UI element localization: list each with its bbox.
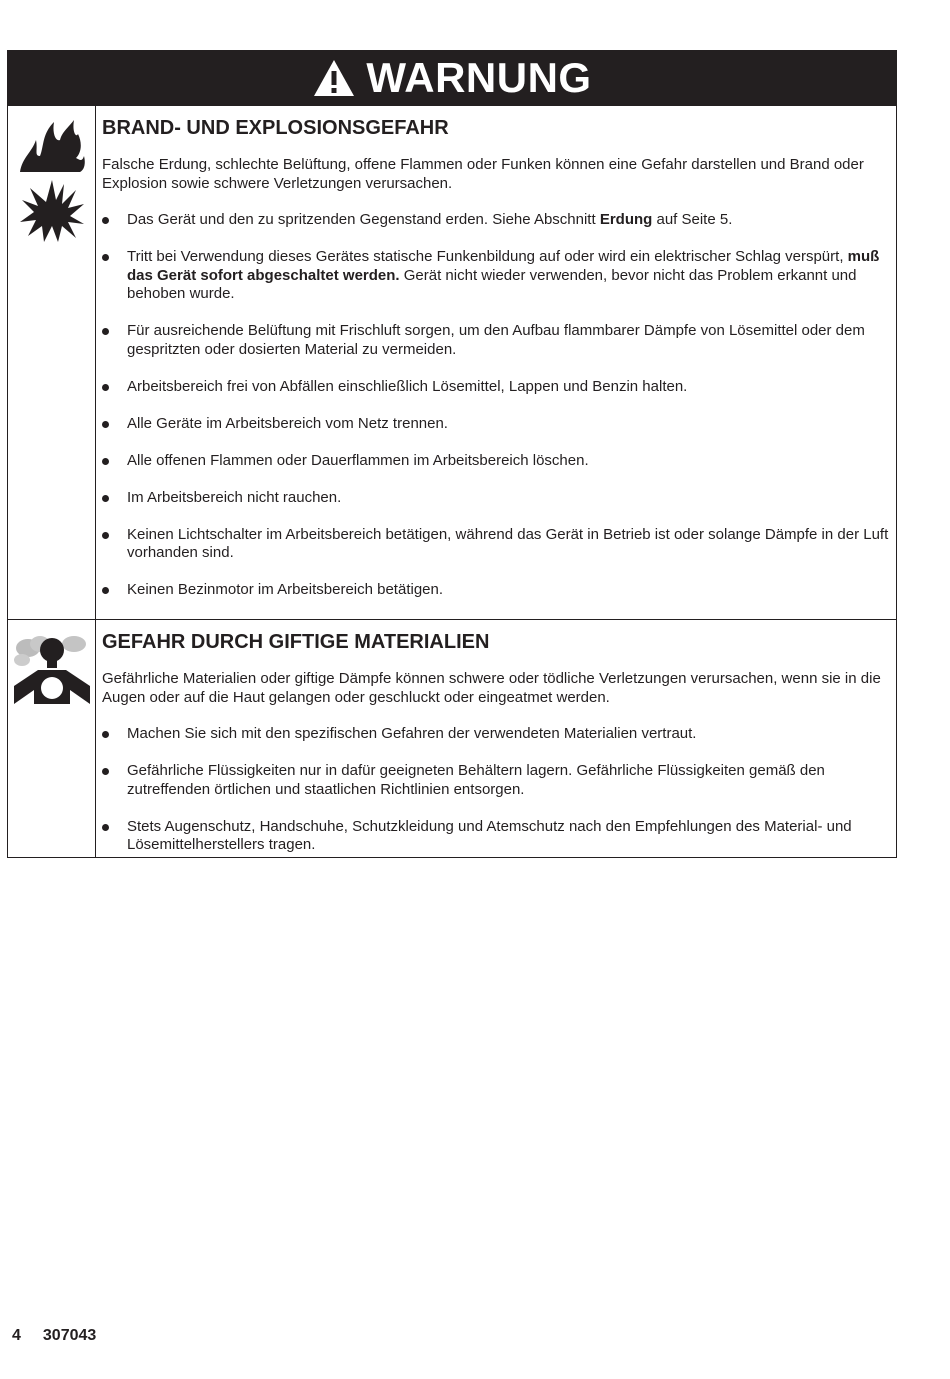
toxic-section-body <box>96 620 896 857</box>
toxic-section-intro: Gefährliche Materialien oder giftige Dämpfe können schwere oder tödliche Verletzungen verursachen, wenn sie in die Augen oder auf die Haut gelangen oder geschluckt oder eingeatmet werden. <box>102 670 881 706</box>
fire-icon <box>16 116 88 174</box>
list-item: Für ausreichende Belüftung mit Frischluft sorgen, um den Aufbau flammbarer Dämpfe von Lösemittel oder dem gespritzten oder dosierten Material zu vermeiden. <box>102 322 890 359</box>
list-item: Keinen Bezinmotor im Arbeitsbereich betätigen. <box>102 581 890 600</box>
fire-section-intro: Falsche Erdung, schlechte Belüftung, offene Flammen oder Funken können eine Gefahr darstellen und Brand oder Explosion sowie schwere Verletzungen verursachen. <box>102 156 864 192</box>
shutdown-instruction: muß das Gerät sofort abgeschaltet werden. <box>127 248 880 284</box>
warning-triangle-icon <box>312 58 356 98</box>
warning-box <box>7 50 897 858</box>
list-item: Alle offenen Flammen oder Dauerflammen im Arbeitsbereich löschen. <box>102 452 890 471</box>
bullet <box>102 421 109 428</box>
bullet <box>102 768 109 775</box>
page-footer <box>12 1327 118 1345</box>
bullet <box>102 328 109 335</box>
fire-section-heading: BRAND- UND EXPLOSIONSGEFAHR <box>102 117 449 139</box>
fire-icon-column <box>8 106 96 619</box>
toxic-precautions-list <box>102 725 890 855</box>
fire-explosion-section <box>8 105 896 619</box>
toxic-icon-column <box>8 620 96 857</box>
toxic-fumes-person-icon <box>14 634 90 706</box>
list-item: Alle Geräte im Arbeitsbereich vom Netz trennen. <box>102 415 890 434</box>
bullet <box>102 254 109 261</box>
document-number: 307043 <box>42 1327 97 1344</box>
list-item: Das Gerät und den zu spritzenden Gegenstand erden. Siehe Abschnitt Erdung auf Seite 5. <box>102 211 890 230</box>
list-item: Keinen Lichtschalter im Arbeitsbereich betätigen, während das Gerät in Betrieb ist oder solange Dämpfe in der Luft vorhanden sind. <box>102 526 890 563</box>
bullet <box>102 217 109 224</box>
page-number: 4 <box>12 1327 21 1344</box>
list-item: Arbeitsbereich frei von Abfällen einschließlich Lösemittel, Lappen und Benzin halten. <box>102 378 890 397</box>
toxic-section-heading: GEFAHR DURCH GIFTIGE MATERIALIEN <box>102 631 490 653</box>
list-item: Machen Sie sich mit den spezifischen Gefahren der verwendeten Materialien vertraut. <box>102 725 890 744</box>
explosion-icon <box>18 178 86 244</box>
warning-banner <box>8 51 896 105</box>
list-item: Tritt bei Verwendung dieses Gerätes statische Funkenbildung auf oder wird ein elektrischer Schlag verspürt, muß das Gerät sofort abgeschaltet werden. Gerät nicht wieder verwenden, bevor nicht das Problem erkannt und behoben wurde. <box>102 248 890 304</box>
warning-title: WARNUNG <box>366 54 592 101</box>
fire-section-body <box>96 106 896 619</box>
bullet <box>102 587 109 594</box>
bullet <box>102 384 109 391</box>
bullet <box>102 532 109 539</box>
bullet <box>102 731 109 738</box>
bullet <box>102 458 109 465</box>
list-item: Gefährliche Flüssigkeiten nur in dafür geeigneten Behältern lagern. Gefährliche Flüssigkeiten gemäß den zutreffenden örtlichen und staatlichen Richtlinien entsorgen. <box>102 762 890 799</box>
list-item: Im Arbeitsbereich nicht rauchen. <box>102 489 890 508</box>
bullet <box>102 824 109 831</box>
grounding-reference: Erdung <box>599 211 653 228</box>
fire-precautions-list <box>102 211 890 600</box>
list-item: Stets Augenschutz, Handschuhe, Schutzkleidung und Atemschutz nach den Empfehlungen des Material- und Lösemittelherstellers tragen. <box>102 818 890 855</box>
bullet <box>102 495 109 502</box>
toxic-materials-section <box>8 619 896 857</box>
